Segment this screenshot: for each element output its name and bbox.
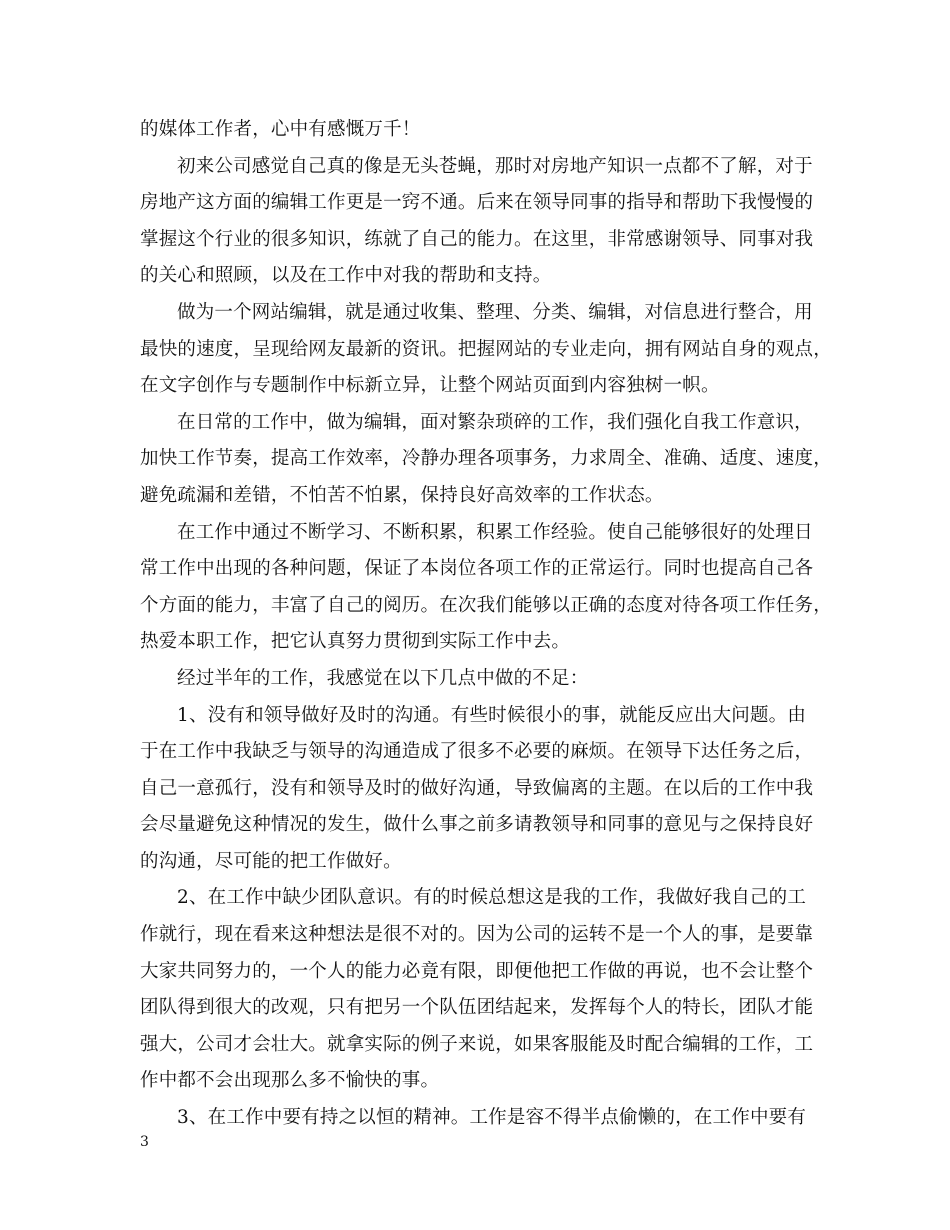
text-line: 在日常的工作中，做为编辑，面对繁杂琐碎的工作，我们强化自我工作意识， (177, 411, 813, 433)
text-line: 强大，公司才会壮大。就拿实际的例子来说，如果客服能及时配合编辑的工作，工 (140, 1033, 814, 1055)
page-number: 3 (140, 1134, 149, 1150)
text-line: 1、没有和领导做好及时的沟通。有些时候很小的事，就能反应出大问题。由 (177, 704, 807, 726)
text-line: 作中都不会出现那么多不愉快的事。 (140, 1070, 440, 1092)
text-line: 热爱本职工作，把它认真努力贯彻到实际工作中去。 (140, 631, 571, 653)
text-line: 个方面的能力，丰富了自己的阅历。在次我们能够以正确的态度对待各项工作任务， (140, 594, 832, 616)
text-line: 初来公司感觉自己真的像是无头苍蝇，那时对房地产知识一点都不了解，对于 (177, 155, 813, 177)
text-line: 自己一意孤行，没有和领导及时的做好沟通，导致偏离的主题。在以后的工作中我 (140, 777, 814, 799)
text-line: 会尽量避免这种情况的发生，做什么事之前多请教领导和同事的意见与之保持良好 (140, 814, 814, 836)
text-line: 团队得到很大的改观，只有把另一个队伍团结起来，发挥每个人的特长，团队才能 (140, 997, 814, 1019)
text-line: 房地产这方面的编辑工作更是一窍不通。后来在领导同事的指导和帮助下我慢慢的 (140, 192, 814, 214)
text-line: 3、在工作中要有持之以恒的精神。工作是容不得半点偷懒的，在工作中要有 (177, 1107, 807, 1129)
text-line: 常工作中出现的各种问题，保证了本岗位各项工作的正常运行。同时也提高自己各 (140, 558, 814, 580)
text-line: 避免疏漏和差错，不怕苦不怕累，保持良好高效率的工作状态。 (140, 484, 664, 506)
text-line: 加快工作节奏，提高工作效率，冷静办理各项事务，力求周全、准确、适度、速度， (140, 448, 832, 470)
text-line: 的关心和照顾，以及在工作中对我的帮助和支持。 (140, 265, 552, 287)
text-line: 掌握这个行业的很多知识，练就了自己的能力。在这里，非常感谢领导、同事对我 (140, 228, 814, 250)
text-line: 最快的速度，呈现给网友最新的资讯。把握网站的专业走向，拥有网站自身的观点， (140, 338, 832, 360)
text-line: 经过半年的工作，我感觉在以下几点中做的不足： (177, 667, 589, 689)
text-line: 的媒体工作者，心中有感慨万千！ (140, 119, 421, 140)
text-line: 在工作中通过不断学习、不断积累，积累工作经验。使自己能够很好的处理日 (177, 521, 813, 543)
text-line: 于在工作中我缺乏与领导的沟通造成了很多不必要的麻烦。在领导下达任务之后， (140, 741, 814, 763)
text-line: 在文字创作与专题制作中标新立异，让整个网站页面到内容独树一帜。 (140, 375, 720, 397)
text-line: 的沟通，尽可能的把工作做好。 (140, 850, 402, 872)
text-line: 作就行，现在看来这种想法是很不对的。因为公司的运转不是一个人的事，是要靠 (140, 924, 814, 946)
text-line: 大家共同努力的，一个人的能力必竟有限，即便他把工作做的再说，也不会让整个 (140, 960, 814, 982)
text-line: 做为一个网站编辑，就是通过收集、整理、分类、编辑，对信息进行整合，用 (177, 301, 813, 323)
document-body (140, 112, 832, 1137)
text-line: 2、在工作中缺少团队意识。有的时候总想这是我的工作，我做好我自己的工 (177, 887, 807, 909)
